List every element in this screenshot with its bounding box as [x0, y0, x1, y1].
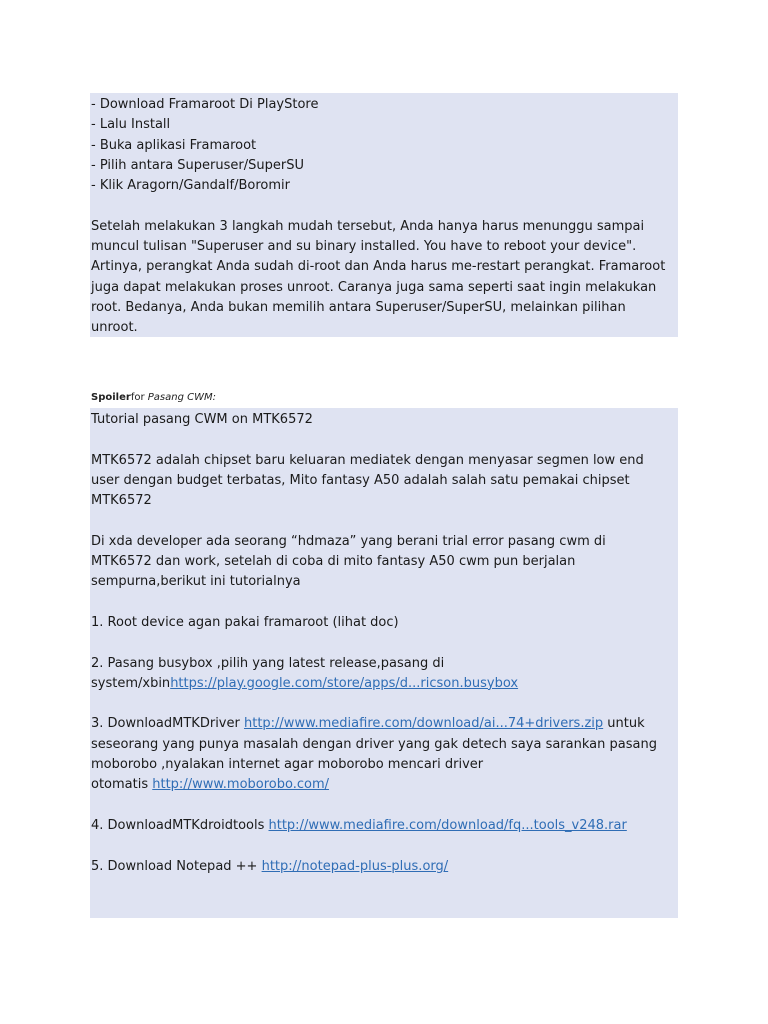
- spoiler-content-box: [90, 408, 678, 918]
- step-2-text: system/xbin: [91, 675, 171, 691]
- list-item: - Lalu Install: [91, 117, 171, 133]
- paragraph-line: Setelah melakukan 3 langkah mudah tersebut, Anda hanya harus menunggu sampai: [91, 218, 645, 234]
- paragraph-line: MTK6572 adalah chipset baru keluaran mediatek dengan menyasar segmen low end: [91, 452, 644, 468]
- paragraph-line: Artinya, perangkat Anda sudah di-root dan Anda harus me-restart perangkat. Framaroot: [91, 259, 666, 275]
- spacer: [91, 430, 676, 450]
- paragraph-line: user dengan budget terbatas, Mito fantasy A50 adalah salah satu pemakai chipset: [91, 472, 630, 488]
- step-3-line: seseorang yang punya masalah dengan driver yang gak detech saya sarankan pasang: [91, 736, 657, 752]
- spacer: [91, 196, 676, 216]
- step-2-line: 2. Pasang busybox ,pilih yang latest release,pasang di: [91, 655, 445, 671]
- paragraph-line: sempurna,berikut ini tutorialnya: [91, 574, 301, 590]
- busybox-link[interactable]: https://play.google.com/store/apps/d...ricson.busybox: [170, 675, 519, 691]
- list-item: - Pilih antara Superuser/SuperSU: [91, 157, 304, 173]
- step-3-line: moborobo ,nyalakan internet agar moborobo mencari driver: [91, 757, 484, 773]
- spacer: [91, 633, 676, 653]
- notepad-link[interactable]: http://notepad-plus-plus.org/: [261, 858, 449, 874]
- framaroot-instructions-box: [90, 93, 678, 337]
- spoiler-title: Pasang CWM:: [147, 392, 216, 403]
- list-item: - Buka aplikasi Framaroot: [91, 137, 257, 153]
- paragraph-line: MTK6572: [91, 493, 152, 509]
- paragraph-line: MTK6572 dan work, setelah di coba di mito fantasy A50 cwm pun berjalan: [91, 554, 576, 570]
- paragraph-line: Di xda developer ada seorang “hdmaza” yang berani trial error pasang cwm di: [91, 533, 606, 549]
- paragraph-line: unroot.: [91, 320, 138, 336]
- step-2-line: [91, 674, 676, 694]
- step-5-text: 5. Download Notepad ++: [91, 858, 262, 874]
- spacer: [91, 694, 676, 714]
- tutorial-title: Tutorial pasang CWM on MTK6572: [91, 412, 313, 427]
- step-3-text: 3. DownloadMTKDriver: [91, 716, 244, 732]
- step-1: 1. Root device agan pakai framaroot (lihat doc): [91, 614, 399, 630]
- mtk-driver-link[interactable]: http://www.mediafire.com/download/ai...74+drivers.zip: [243, 716, 604, 732]
- step-5-line: [91, 857, 676, 877]
- spacer: [91, 796, 676, 816]
- step-3-after: untuk: [603, 716, 645, 732]
- paragraph-line: muncul tulisan "Superuser and su binary installed. You have to reboot your device".: [91, 239, 637, 255]
- moborobo-link[interactable]: http://www.moborobo.com/: [152, 777, 330, 793]
- list-item: - Download Framaroot Di PlayStore: [91, 97, 319, 112]
- mtkdroidtools-link[interactable]: http://www.mediafire.com/download/fq...tools_v248.rar: [268, 817, 627, 833]
- step-3-text: otomatis: [91, 777, 153, 793]
- paragraph-line: juga dapat melakukan proses unroot. Caranya juga sama seperti saat ingin melakukan: [91, 279, 657, 295]
- step-3-line: [91, 775, 676, 795]
- spoiler-for: for: [130, 392, 145, 403]
- spacer: [91, 836, 676, 856]
- spoiler-label: Spoiler: [91, 392, 131, 403]
- paragraph-line: root. Bedanya, Anda bukan memilih antara Superuser/SuperSU, melainkan pilihan: [91, 299, 626, 315]
- spacer: [91, 593, 676, 613]
- spoiler-header[interactable]: [91, 391, 216, 405]
- step-3-line: [91, 714, 676, 734]
- list-item: - Klik Aragorn/Gandalf/Boromir: [91, 178, 290, 194]
- step-4-text: 4. DownloadMTKdroidtools: [91, 817, 269, 833]
- spacer: [91, 511, 676, 531]
- step-4-line: [91, 816, 676, 836]
